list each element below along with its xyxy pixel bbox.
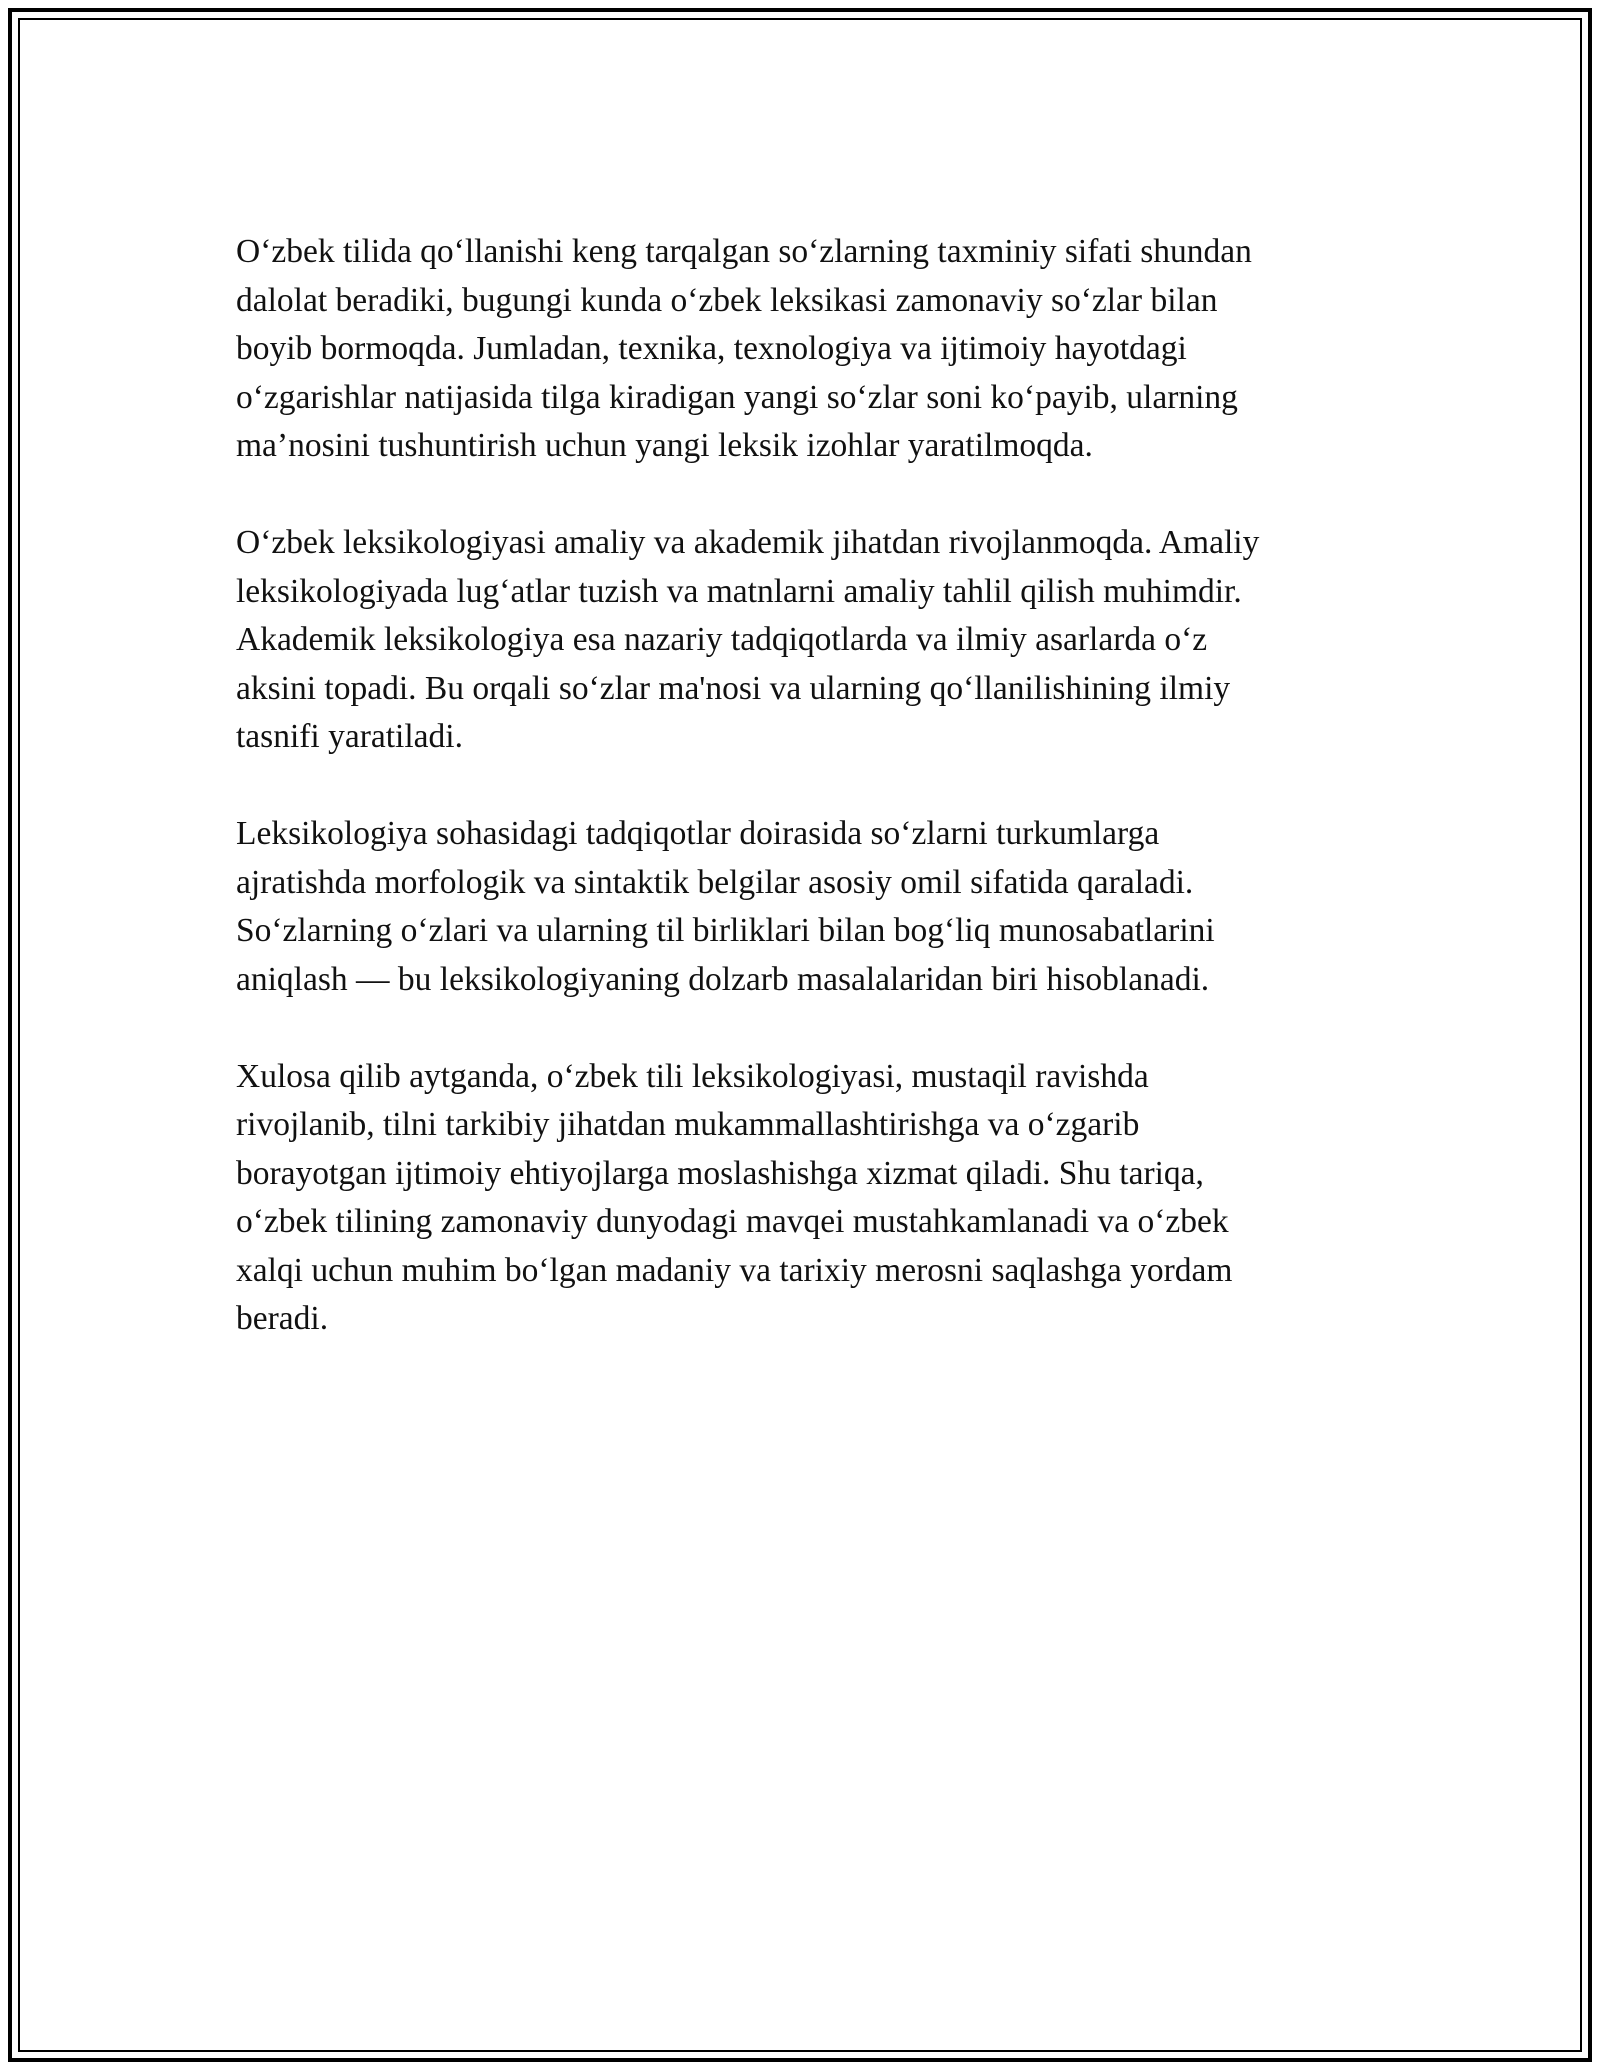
paragraph-3: Leksikologiya sohasidagi tadqiqotlar doirasida so‘zlarni turkumlarga ajratishda morfologik va sintaktik belgilar asosiy omil sifatida qaraladi. So‘zlarning o‘zlari va ularning til birliklari bilan bog‘liq munosabatlarini aniqlash — bu leksikologiyaning dolzarb masalalaridan biri hisoblanadi. [236,815,1215,998]
paragraph-4: Xulosa qilib aytganda, o‘zbek tili leksikologiyasi, mustaqil ravishda rivojlanib, tilni tarkibiy jihatdan mukammallashtirishga va o‘zgarib borayotgan ijtimoiy ehtiyojlarga moslashishga xizmat qiladi. Shu tariqa, o‘zbek tilining zamonaviy dunyodagi mavqei mustahkamlanadi va o‘zbek xalqi uchun muhim bo‘lgan madaniy va tarixiy merosni saqlashga yordam beradi. [236,1057,1233,1337]
paragraph-2: O‘zbek leksikologiyasi amaliy va akademik jihatdan rivojlanmoqda. Amaliy leksikologiyada lug‘atlar tuzish va matnlarni amaliy tahlil qilish muhimdir. Akademik leksikologiya esa nazariy tadqiqotlarda va ilmiy asarlarda o‘z aksini topadi. Bu orqali so‘zlar ma'nosi va ularning qo‘llanilishining ilmiy tasnifi yaratiladi. [236,524,1260,755]
document-body [236,228,1366,1392]
paragraph-1: O‘zbek tilida qo‘llanishi keng tarqalgan so‘zlarning taxminiy sifati shundan dalolat beradiki, bugungi kunda o‘zbek leksikasi zamonaviy so‘zlar bilan boyib bormoqda. Jumladan, texnika, texnologiya va ijtimoiy hayotdagi o‘zgarishlar natijasida tilga kiradigan yangi so‘zlar soni ko‘payib, ularning ma’nosini tushuntirish uchun yangi leksik izohlar yaratilmoqda. [236,233,1252,464]
